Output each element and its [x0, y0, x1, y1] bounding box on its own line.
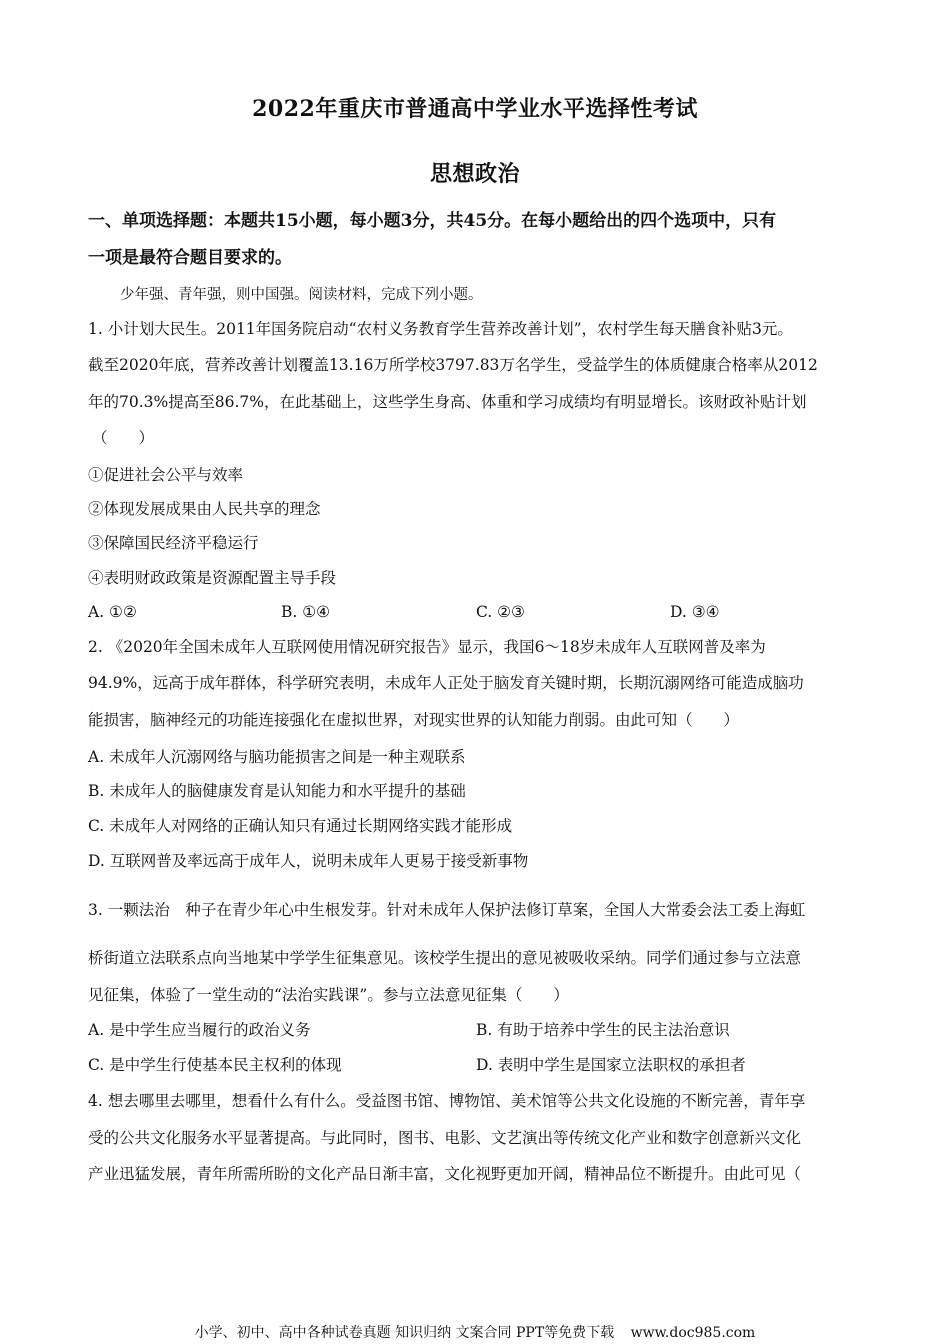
- q1-item-1: ①促进社会公平与效率: [88, 466, 244, 484]
- q4-line-2: 受的公共文化服务水平显著提高。与此同时，图书、电影、文艺演出等传统文化产业和数字创意新兴文化: [88, 1129, 802, 1147]
- section-heading-line-1: 一、单项选择题：本题共15小题，每小题3分，共45分。在每小题给出的四个选项中，只有: [88, 211, 777, 231]
- q3-option-c[interactable]: C. 是中学生行使基本民主权利的体现: [88, 1056, 342, 1074]
- q2-option-c[interactable]: C. 未成年人对网络的正确认知只有通过长期网络实践才能形成: [88, 817, 513, 835]
- q1-item-2: ②体现发展成果由人民共享的理念: [88, 500, 321, 518]
- q3-line-3: 见征集，体验了一堂生动的“法治实践课”。参与立法意见征集（ ）: [88, 986, 569, 1004]
- q1-line-3: 年的70.3%提高至86.7%，在此基础上，这些学生身高、体重和学习成绩均有明显增长。该财政补贴计划: [88, 393, 807, 411]
- q1-option-a[interactable]: A. ①②: [88, 603, 137, 621]
- q1-option-b[interactable]: B. ①④: [281, 603, 331, 621]
- section-heading-line-2: 一项是最符合题目要求的。: [88, 248, 292, 268]
- q1-item-3: ③保障国民经济平稳运行: [88, 534, 259, 552]
- q3-line-2: 桥街道立法联系点向当地某中学学生征集意见。该校学生提出的意见被吸收采纳。同学们通过参与立法意: [88, 949, 802, 967]
- subject-title: 思想政治: [429, 161, 520, 187]
- footer-text: 小学、初中、高中各种试卷真题 知识归纳 文案合同 PPT等免费下载: [194, 1325, 615, 1341]
- q2-option-b[interactable]: B. 未成年人的脑健康发育是认知能力和水平提升的基础: [88, 782, 466, 800]
- q3-option-d[interactable]: D. 表明中学生是国家立法职权的承担者: [476, 1056, 746, 1074]
- q2-line-2: 94.9%，远高于成年群体，科学研究表明，未成年人正处于脑发育关键时期，长期沉溺网络可能造成脑功: [88, 674, 804, 692]
- q2-option-d[interactable]: D. 互联网普及率远高于成年人，说明未成年人更易于接受新事物: [88, 852, 529, 870]
- q1-blank: （ ）: [92, 429, 155, 447]
- q2-line-1: 2. 《2020年全国未成年人互联网使用情况研究报告》显示，我国6～18岁未成年人互联网普及率为: [88, 638, 766, 656]
- q3-option-a[interactable]: A. 是中学生应当履行的政治义务: [88, 1021, 311, 1039]
- q1-item-4: ④表明财政政策是资源配置主导手段: [88, 569, 337, 587]
- q1-option-d[interactable]: D. ③④: [670, 603, 720, 621]
- exam-title: 2022年重庆市普通高中学业水平选择性考试: [252, 96, 698, 122]
- footer-site-link[interactable]: www.doc985.com: [630, 1325, 756, 1341]
- intro-text: 少年强、青年强，则中国强。阅读材料，完成下列小题。: [120, 287, 483, 303]
- footer: [0, 1322, 950, 1342]
- q4-line-1: 4. 想去哪里去哪里，想看什么有什么。受益图书馆、博物馆、美术馆等公共文化设施的不断完善，青年享: [88, 1092, 806, 1110]
- q2-line-3: 能损害，脑神经元的功能连接强化在虚拟世界，对现实世界的认知能力削弱。由此可知（ ）: [88, 711, 740, 729]
- q1-line-1: 1. 小计划大民生。2011年国务院启动“农村义务教育学生营养改善计划”，农村学生每天膳食补贴3元。: [88, 320, 793, 338]
- q3-line-1: 3. 一颗法治 种子在青少年心中生根发芽。针对未成年人保护法修订草案，全国人大常委会法工委上海虹: [88, 901, 806, 919]
- q1-option-c[interactable]: C. ②③: [476, 603, 525, 621]
- q1-line-2: 截至2020年底，营养改善计划覆盖13.16万所学校3797.83万名学生，受益学生的体质健康合格率从2012: [88, 356, 818, 374]
- q2-option-a[interactable]: A. 未成年人沉溺网络与脑功能损害之间是一种主观联系: [88, 748, 466, 766]
- q3-option-b[interactable]: B. 有助于培养中学生的民主法治意识: [476, 1021, 730, 1039]
- q4-line-3: 产业迅猛发展，青年所需所盼的文化产品日渐丰富，文化视野更加开阔，精神品位不断提升。由此可见（: [88, 1165, 802, 1183]
